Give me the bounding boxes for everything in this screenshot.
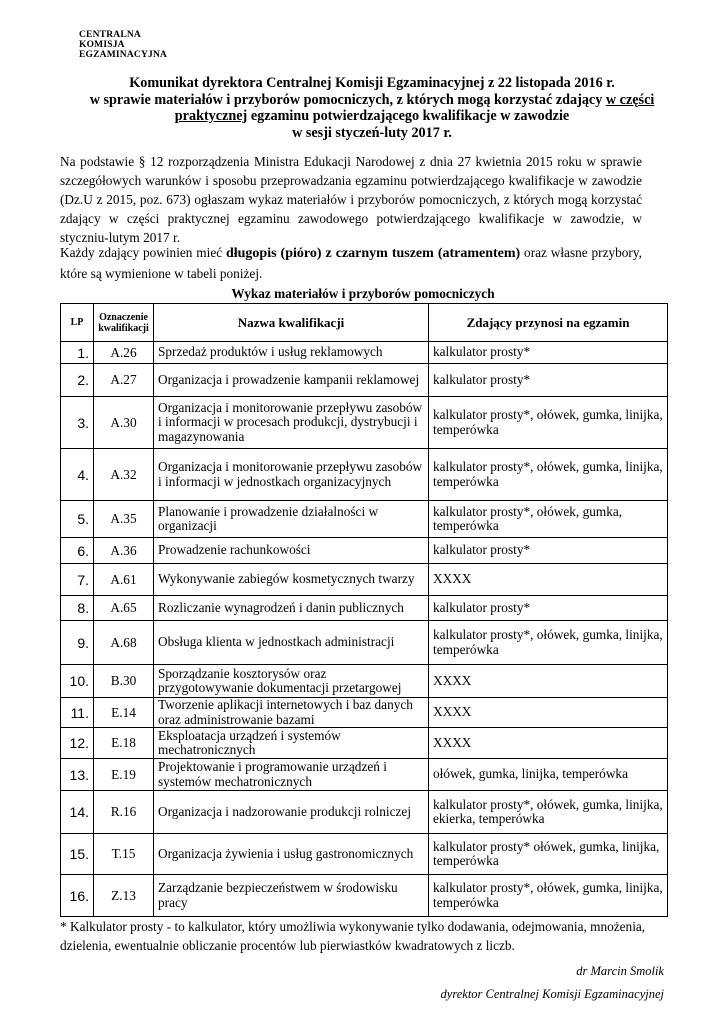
cell-lp: 2. — [61, 364, 94, 397]
table-row — [61, 759, 668, 791]
cell-name: Obsługa klienta w jednostkach administracji — [154, 621, 429, 665]
cell-name: Planowanie i prowadzenie działalności w organizacji — [154, 501, 429, 538]
table-row — [61, 834, 668, 875]
pens-text-after: oraz własne przybory, które są wymienione w tabeli poniżej. — [60, 245, 642, 281]
cell-code: R.16 — [94, 791, 154, 834]
table-row — [61, 364, 668, 397]
cell-lp: 13. — [61, 759, 94, 791]
cell-name: Organizacja i monitorowanie przepływu zasobów i informacji w jednostkach organizacyjnych — [154, 449, 429, 501]
cell-items: XXXX — [429, 698, 668, 728]
header-name: Nazwa kwalifikacji — [154, 304, 429, 342]
table-row — [61, 501, 668, 538]
heading-line-3-text: egzaminu potwierdzającego kwalifikacje w zawodzie — [247, 108, 570, 124]
cell-lp: 3. — [61, 397, 94, 449]
heading-line-3 — [60, 108, 684, 125]
header-lp: LP — [61, 304, 94, 342]
table-row — [61, 538, 668, 564]
cell-code: E.19 — [94, 759, 154, 791]
cell-items: kalkulator prosty*, ołówek, gumka, linijka, ekierka, temperówka — [429, 791, 668, 834]
cell-name: Sporządzanie kosztorysów oraz przygotowywanie dokumentacji przetargowej — [154, 665, 429, 698]
calculator-footnote: * Kalkulator prosty - to kalkulator, który umożliwia wykonywanie tylko dodawania, odejmowania, mnożenia, dzielenia, ewentualnie obliczanie procentów lub pierwiastków kwadratowych z liczb. — [60, 919, 646, 953]
document-heading — [60, 75, 684, 141]
cell-items: XXXX — [429, 564, 668, 596]
heading-line-2 — [60, 92, 684, 109]
cell-lp: 9. — [61, 621, 94, 665]
cell-items: kalkulator prosty*, ołówek, gumka, linijka, temperówka — [429, 449, 668, 501]
cell-lp: 7. — [61, 564, 94, 596]
cell-items: kalkulator prosty*, ołówek, gumka, linijka, temperówka — [429, 621, 668, 665]
cell-code: E.14 — [94, 698, 154, 728]
cell-code: A.30 — [94, 397, 154, 449]
table-header-row — [61, 304, 668, 342]
table-title: Wykaz materiałów i przyborów pomocniczych — [231, 286, 495, 301]
table-row — [61, 449, 668, 501]
org-line: EGZAMINACYJNA — [79, 50, 168, 60]
org-line: CENTRALNA — [79, 30, 141, 40]
cell-lp: 10. — [61, 665, 94, 698]
cell-code: A.68 — [94, 621, 154, 665]
cell-lp: 6. — [61, 538, 94, 564]
cell-items: ołówek, gumka, linijka, temperówka — [429, 759, 668, 791]
cell-lp: 12. — [61, 728, 94, 759]
table-row — [61, 596, 668, 621]
cell-name: Prowadzenie rachunkowości — [154, 538, 429, 564]
cell-items: kalkulator prosty*, ołówek, gumka, linijka, temperówka — [429, 875, 668, 917]
signature-title: dyrektor Centralnej Komisji Egzaminacyjnej — [440, 987, 664, 1001]
pens-paragraph — [60, 243, 642, 284]
cell-items: kalkulator prosty*, ołówek, gumka, temperówka — [429, 501, 668, 538]
cell-lp: 8. — [61, 596, 94, 621]
cell-items: XXXX — [429, 728, 668, 759]
cell-lp: 4. — [61, 449, 94, 501]
signature-block — [441, 960, 664, 1006]
cell-code: A.27 — [94, 364, 154, 397]
table-row — [61, 791, 668, 834]
cell-name: Sprzedaż produktów i usług reklamowych — [154, 342, 429, 364]
heading-line-1: Komunikat dyrektora Centralnej Komisji Egzaminacyjnej z 22 listopada 2016 r. — [129, 75, 615, 91]
org-line: KOMISJA — [79, 40, 125, 50]
table-row — [61, 342, 668, 364]
table-row — [61, 728, 668, 759]
cell-name: Tworzenie aplikacji internetowych i baz danych oraz administrowanie bazami — [154, 698, 429, 728]
cell-code: B.30 — [94, 665, 154, 698]
cell-code: A.26 — [94, 342, 154, 364]
cell-items: kalkulator prosty* — [429, 342, 668, 364]
table-row — [61, 564, 668, 596]
cell-code: A.36 — [94, 538, 154, 564]
table-row — [61, 397, 668, 449]
cell-lp: 14. — [61, 791, 94, 834]
cell-name: Organizacja i prowadzenie kampanii reklamowej — [154, 364, 429, 397]
cell-name: Organizacja i nadzorowanie produkcji rolniczej — [154, 791, 429, 834]
table-row — [61, 621, 668, 665]
cell-lp: 5. — [61, 501, 94, 538]
intro-paragraph: Na podstawie § 12 rozporządzenia Ministra Edukacji Narodowej z dnia 27 kwietnia 2015 roku w sprawie szczegółowych warunków i sposobu przeprowadzania egzaminu potwierdzającego kwalifikacje w zawodzie (Dz.U z 2015, poz. 673) ogłaszam wykaz materiałów i przyborów pomocniczych, z których mogą korzystać zdający w części praktycznej egzaminu zawodowego potwierdzającego kwalifikacje w zawodzie, w styczniu-lutym 2017 r. — [60, 154, 642, 245]
heading-line-4: w sesji styczeń-luty 2017 r. — [292, 124, 452, 141]
cell-name: Zarządzanie bezpieczeństwem w środowisku pracy — [154, 875, 429, 917]
cell-lp: 1. — [61, 342, 94, 364]
pens-text-bold: długopis (pióro) z czarnym tuszem (atramentem) — [225, 246, 521, 261]
header-code: Oznaczenie kwalifikacji — [94, 304, 154, 342]
cell-items: kalkulator prosty* — [429, 596, 668, 621]
cell-name: Eksploatacja urządzeń i systemów mechatronicznych — [154, 728, 429, 759]
cell-lp: 11. — [61, 698, 94, 728]
header-items: Zdający przynosi na egzamin — [429, 304, 668, 342]
table-row — [61, 665, 668, 698]
table-row — [61, 698, 668, 728]
cell-code: T.15 — [94, 834, 154, 875]
cell-name: Rozliczanie wynagrodzeń i danin publicznych — [154, 596, 429, 621]
materials-table — [60, 303, 668, 917]
signature-name: dr Marcin Smolik — [576, 964, 664, 978]
cell-name: Organizacja żywienia i usług gastronomicznych — [154, 834, 429, 875]
cell-code: A.61 — [94, 564, 154, 596]
cell-name: Projektowanie i programowanie urządzeń i systemów mechatronicznych — [154, 759, 429, 791]
cell-items: kalkulator prosty* — [429, 538, 668, 564]
cell-code: A.35 — [94, 501, 154, 538]
cell-items: kalkulator prosty* ołówek, gumka, linijka, temperówka — [429, 834, 668, 875]
cell-items: XXXX — [429, 665, 668, 698]
cell-lp: 16. — [61, 875, 94, 917]
heading-line-2-underlined: w części — [605, 91, 655, 108]
heading-line-3-underlined: praktycznej — [174, 108, 248, 124]
table-row — [61, 875, 668, 917]
cell-name: Organizacja i monitorowanie przepływu zasobów i informacji w procesach produkcji, dystrybucji i magazynowania — [154, 397, 429, 449]
cell-code: Z.13 — [94, 875, 154, 917]
cell-lp: 15. — [61, 834, 94, 875]
pens-text-before: Każdy zdający powinien mieć — [60, 245, 226, 260]
organization-logo-text — [79, 30, 167, 60]
cell-items: kalkulator prosty* — [429, 364, 668, 397]
cell-code: E.18 — [94, 728, 154, 759]
heading-line-2-text: w sprawie materiałów i przyborów pomocniczych, z których mogą korzystać zdający — [89, 91, 606, 108]
cell-code: A.65 — [94, 596, 154, 621]
cell-name: Wykonywanie zabiegów kosmetycznych twarzy — [154, 564, 429, 596]
cell-code: A.32 — [94, 449, 154, 501]
cell-items: kalkulator prosty*, ołówek, gumka, linijka, temperówka — [429, 397, 668, 449]
